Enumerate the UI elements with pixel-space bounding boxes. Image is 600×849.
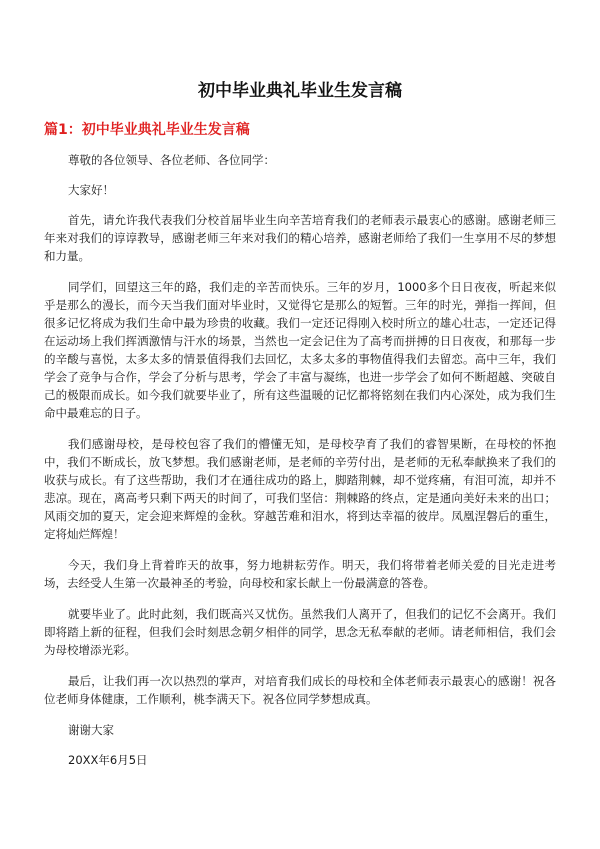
paragraph-gratitude: 我们感谢母校，是母校包容了我们的懵懂无知，是母校孕育了我们的睿智果断，在母校的怀抱中，我们不断成长，放飞梦想。我们感谢老师，是老师的辛劳付出，是老师的无私奉献换来了我们的收获与成长。有了这些帮助，我们才在通往成功的路上，脚踏荆棘，却不觉疼痛，有泪可流，却并不悲凉。现在，离高考只剩下两天的时间了，可我们坚信：荆棘路的终点，定是通向美好未来的出口；风雨交加的夏天，定会迎来辉煌的金秋。穿越苦难和泪水，将到达幸福的彼岸。凤凰涅磐后的重生，定将灿烂辉煌！ — [44, 437, 556, 541]
thanks-line: 谢谢大家 — [68, 723, 114, 737]
date-line: 20XX年6月5日 — [68, 753, 148, 767]
paragraph-thanks: 首先，请允许我代表我们分校首届毕业生向辛苦培育我们的老师表示最衷心的感谢。感谢老师三年来对我们的谆谆教导，感谢老师三年来对我们的精心培养，感谢老师给了我们一生享用不尽的梦想和力量。 — [44, 213, 556, 263]
paragraph-today: 今天，我们身上背着昨天的故事，努力地耕耘劳作。明天，我们将带着老师关爱的目光走进考场，去经受人生第一次最神圣的考验，向母校和家长献上一份最满意的答卷。 — [44, 558, 556, 590]
paragraph-closing: 最后，让我们再一次以热烈的掌声，对培育我们成长的母校和全体老师表示最衷心的感谢！祝各位老师身体健康，工作顺利，桃李满天下。祝各位同学梦想成真。 — [44, 674, 556, 706]
greeting-line: 尊敬的各位领导、各位老师、各位同学： — [68, 153, 275, 167]
section-title: 篇1：初中毕业典礼毕业生发言稿 — [44, 122, 250, 138]
document-body — [44, 151, 556, 769]
document-title: 初中毕业典礼毕业生发言稿 — [198, 81, 402, 101]
paragraph-memories: 同学们，回望这三年的路，我们走的辛苦而快乐。三年的岁月，1000多个日日夜夜，听起来似乎是那么的漫长，而今天当我们面对毕业时，又觉得它是那么的短暂。三年的时光，弹指一挥间，但很多记忆将成为我们生命中最为珍贵的收藏。我们一定还记得刚入校时所立的雄心壮志，一定还记得在运动场上我们挥洒激情与汗水的场景，当然也一定会记住为了高考而拼搏的日日夜夜，和那每一步的辛酸与喜悦，太多太多的情景值得我们去回忆，太多太多的事物值得我们去留恋。高中三年，我们学会了竞争与合作，学会了分析与思考，学会了丰富与凝练，也进一步学会了如何不断超越、突破自己的极限而成长。如今我们就要毕业了，所有这些温暖的记忆都将铭刻在我们内心深处，成为我们生命中最难忘的日子。 — [44, 280, 556, 420]
paragraph-graduation: 就要毕业了。此时此刻，我们既高兴又忧伤。虽然我们人离开了，但我们的记忆不会离开。我们即将踏上新的征程，但我们会时刻思念朝夕相伴的同学，思念无私奉献的老师。请老师相信，我们会为母校增添光彩。 — [44, 607, 556, 657]
salutation-line: 大家好！ — [68, 183, 114, 197]
